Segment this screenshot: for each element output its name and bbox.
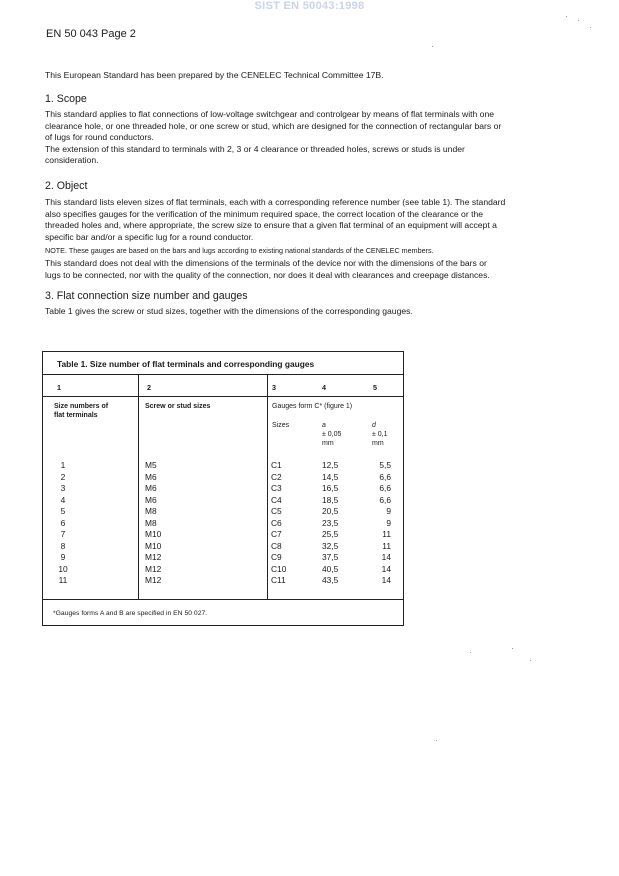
col-number: 5 <box>373 383 377 392</box>
cell-gauge: C4 <box>271 494 282 505</box>
object-line: This standard lists eleven sizes of flat terminals, each with a corresponding reference number (see table 1). The standard <box>45 197 506 207</box>
header-d-symbol: d <box>372 422 376 429</box>
object-line: also specifies gauges for the verification of the minimum required space, the correct location of the clearance or the <box>45 208 484 219</box>
header-a <box>322 421 341 448</box>
cell-a: 25,5 <box>322 529 339 539</box>
scope-body <box>45 109 555 167</box>
cell-a: 23,5 <box>322 517 339 528</box>
table-rule <box>43 396 403 397</box>
object-line: specific bar and/or a specific lug for a round conductor. <box>45 231 254 242</box>
object-line: This standard does not deal with the dimensions of the terminals of the device nor with the dimensions of the bars or <box>45 258 487 268</box>
object-line: threaded holes and, where appropriate, the screw size to ensure that a given flat terminal of an equipment will accept a <box>45 220 497 231</box>
scope-line: This standard applies to flat connections of low-voltage switchgear and controlgear by means of flat terminals with one <box>45 109 495 119</box>
cell-screw: M10 <box>145 529 162 539</box>
header-d-unit: mm <box>372 440 384 447</box>
column-screw <box>145 460 161 587</box>
cell-size-number: 7 <box>60 529 66 539</box>
header-gauges: Gauges form C* (figure 1) <box>272 403 353 410</box>
table-rule <box>43 599 403 600</box>
header-text: flat terminals <box>54 412 98 419</box>
object-line: lugs to be connected, nor with the quality of the connection, nor does it deal with clearances and creepage distances. <box>45 269 490 280</box>
cell-a: 43,5 <box>322 575 339 585</box>
cell-screw: M8 <box>145 517 157 528</box>
cell-d: 6,6 <box>379 471 391 482</box>
cell-d: 9 <box>386 517 391 528</box>
size-table <box>42 351 404 626</box>
object-note: NOTE. These gauges are based on the bars and lugs according to existing national standards of the CENELEC members. <box>45 246 434 255</box>
object-heading: 2. Object <box>45 180 88 192</box>
cell-gauge: C10 <box>271 563 287 574</box>
header-d-tolerance: ± 0,1 <box>372 431 388 438</box>
cell-size-number: 2 <box>60 471 66 482</box>
cell-size-number: 10 <box>58 563 68 574</box>
cell-a: 32,5 <box>322 540 339 551</box>
cell-a: 37,5 <box>322 552 339 562</box>
cell-size-number: 9 <box>60 552 66 562</box>
col-number: 3 <box>272 383 276 392</box>
intro-text: This European Standard has been prepared by the CENELEC Technical Committee 17B. <box>45 70 384 80</box>
cell-d: 6,6 <box>379 494 391 505</box>
cell-d: 14 <box>381 575 391 585</box>
section3-heading: 3. Flat connection size number and gauges <box>45 290 248 302</box>
page-header: EN 50 043 Page 2 <box>46 28 136 40</box>
cell-size-number: 8 <box>60 540 66 551</box>
header-sizes: Sizes <box>272 422 290 429</box>
cell-screw: M10 <box>145 540 162 551</box>
cell-gauge: C11 <box>271 575 286 585</box>
cell-a: 20,5 <box>322 506 339 516</box>
cell-a: 12,5 <box>322 460 339 470</box>
scan-speck <box>566 16 567 17</box>
scope-line: The extension of this standard to terminals with 2, 3 or 4 clearance or threaded holes, screws or studs is under <box>45 143 465 154</box>
cell-gauge: C9 <box>271 552 282 562</box>
cell-a: 40,5 <box>322 563 339 574</box>
cell-d: 11 <box>382 540 391 551</box>
column-d <box>363 460 391 587</box>
cell-d: 6,6 <box>379 483 391 493</box>
cell-screw: M12 <box>145 552 162 562</box>
header-a-tolerance: ± 0,05 <box>322 431 342 438</box>
scope-line: of lugs for round conductors. <box>45 132 154 143</box>
section3-text: Table 1 gives the screw or stud sizes, together with the dimensions of the corresponding gauges. <box>45 306 413 316</box>
table-title: Table 1. Size number of flat terminals and corresponding gauges <box>57 359 315 369</box>
scan-speck <box>578 20 579 21</box>
scope-line: consideration. <box>45 155 99 166</box>
watermark: SIST EN 50043:1998 <box>254 0 365 12</box>
cell-d: 5,5 <box>379 460 391 470</box>
scan-speck <box>512 648 513 649</box>
cell-screw: M6 <box>145 483 157 493</box>
scan-speck <box>590 27 591 28</box>
table-footnote: *Gauges forms A and B are specified in EN 50 027. <box>53 610 208 617</box>
cell-screw: M12 <box>145 575 162 585</box>
cell-size-number: 1 <box>60 460 66 470</box>
cell-screw: M6 <box>145 471 157 482</box>
cell-gauge: C3 <box>271 483 282 493</box>
cell-a: 18,5 <box>322 494 339 505</box>
cell-size-number: 5 <box>60 506 66 516</box>
column-a <box>322 460 338 587</box>
scan-speck <box>436 740 437 741</box>
cell-gauge: C5 <box>271 506 282 516</box>
cell-gauge: C1 <box>271 460 282 470</box>
scan-speck <box>470 652 471 653</box>
scope-heading: 1. Scope <box>45 93 87 105</box>
header-screw: Screw or stud sizes <box>145 403 211 410</box>
cell-gauge: C8 <box>271 540 282 551</box>
header-a-symbol: a <box>322 422 326 429</box>
cell-a: 16,5 <box>322 483 339 493</box>
object-body <box>45 197 555 243</box>
column-gauge <box>271 460 286 587</box>
header-text: Size numbers of <box>54 403 109 410</box>
cell-d: 14 <box>381 563 391 574</box>
table-col-divider <box>138 374 139 599</box>
cell-size-number: 6 <box>60 517 66 528</box>
cell-d: 9 <box>386 506 391 516</box>
scan-speck <box>432 46 433 47</box>
table-rule <box>43 374 403 375</box>
object-body-2 <box>45 258 555 281</box>
cell-d: 14 <box>381 552 391 562</box>
cell-a: 14,5 <box>322 471 339 482</box>
col-number: 2 <box>147 383 151 392</box>
table-col-divider <box>267 374 268 599</box>
header-a-unit: mm <box>322 440 334 447</box>
cell-screw: M12 <box>145 563 162 574</box>
header-d <box>372 421 388 448</box>
col-number: 1 <box>57 383 61 392</box>
cell-gauge: C2 <box>271 471 282 482</box>
cell-screw: M8 <box>145 506 157 516</box>
cell-d: 11 <box>382 529 391 539</box>
col-number: 4 <box>322 383 326 392</box>
cell-size-number: 11 <box>58 575 68 585</box>
cell-size-number: 4 <box>60 494 66 505</box>
cell-screw: M6 <box>145 494 157 505</box>
scan-speck <box>530 660 531 661</box>
cell-gauge: C7 <box>271 529 282 539</box>
scope-line: clearance hole, or one threaded hole, or one screw or stud, which are designed for the connection of rectangular bars or <box>45 120 502 131</box>
cell-screw: M5 <box>145 460 157 470</box>
column-size-number <box>51 460 75 587</box>
header-size-numbers <box>54 402 108 420</box>
cell-size-number: 3 <box>60 483 66 493</box>
cell-gauge: C6 <box>271 517 282 528</box>
